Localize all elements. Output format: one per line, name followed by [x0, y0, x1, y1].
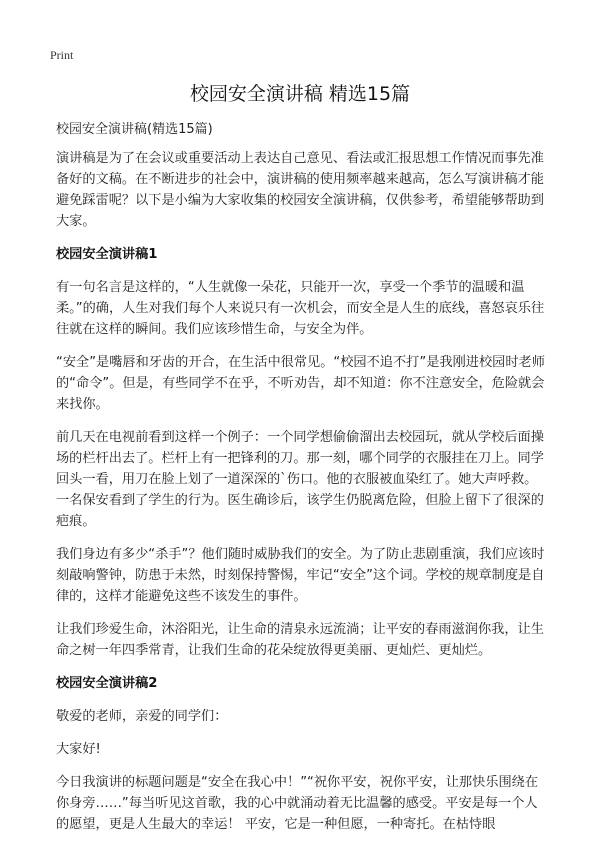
section-paragraph: 大家好!: [56, 742, 101, 757]
page-title: 校园安全演讲稿 精选15篇: [189, 83, 411, 105]
section-paragraph: 前几天在电视前看到这样一个例子：一个同学想偷偷溜出去校园玩，就从学校后面操场的栏杆出去了。栏杆上有一把锋利的刀。那一刻，哪个同学的衣服挂在刀上。同学回头一看，用刀在脸上划了一道深深的`伤口。他的衣服被血染红了。她大声呼救。一名保安看到了学生的行为。医生确诊后，该学生仍脱离危险，但脸上留下了很深的疤痕。: [56, 430, 544, 529]
section-2: [56, 673, 548, 835]
document-body: [56, 148, 548, 847]
section-paragraph: “安全”是嘴唇和牙齿的开合，在生活中很常见。“校园不追不打”是我刚进校园时老师的“命令”。但是，有些同学不在乎，不听劝告，却不知道：你不注意安全，危险就会来找你。: [56, 355, 545, 412]
section-paragraph: 我们身边有多少“杀手”？他们随时威胁我们的安全。为了防止悲剧重演，我们应该时刻敲响警钟，防患于未然，时刻保持警惕，牢记“安全”这个词。学校的规章制度是自律的，这样才能避免这些不该发生的事件。: [56, 547, 545, 604]
print-link[interactable]: Print: [50, 48, 74, 62]
document-subtitle: 校园安全演讲稿(精选15篇): [56, 122, 213, 137]
section-paragraph: 今日我演讲的标题问题是“安全在我心中！”“祝你平安，祝你平安，让那快乐围绕在你身旁……”每当听见这首歌，我的心中就涌动着无比温馨的感受。平安是每一个人的愿望，更是人生最大的幸运！ 平安，它是一种但愿，一种寄托。在枯恃眼: [56, 775, 539, 832]
section-heading: 校园安全演讲稿1: [56, 247, 158, 262]
section-paragraph: 让我们珍爱生命，沐浴阳光，让生命的清泉永远流淌；让平安的春雨滋润你我，让生命之树一年四季常青，让我们生命的花朵绽放得更美丽、更灿烂、更灿烂。: [56, 622, 544, 658]
section-1: [56, 244, 548, 661]
section-heading: 校园安全演讲稿2: [56, 676, 158, 691]
intro-paragraph: 演讲稿是为了在会议或重要活动上表达自己意见、看法或汇报思想工作情况而事先准备好的文稿。在不断进步的社会中，演讲稿的使用频率越来越高，怎么写演讲稿才能避免踩雷呢？以下是小编为大家收集的校园安全演讲稿，仅供参考，希望能够帮助到大家。: [56, 151, 544, 229]
section-paragraph: 有一句名言是这样的，“人生就像一朵花，只能开一次，享受一个季节的温暖和温柔。”的确，人生对我们每个人来说只有一次机会，而安全是人生的底线，喜怒哀乐往往就在这样的瞬间。我们应该珍惜生命，与安全为伴。: [56, 280, 545, 337]
section-paragraph: 敬爱的老师，亲爱的同学们：: [56, 709, 228, 724]
